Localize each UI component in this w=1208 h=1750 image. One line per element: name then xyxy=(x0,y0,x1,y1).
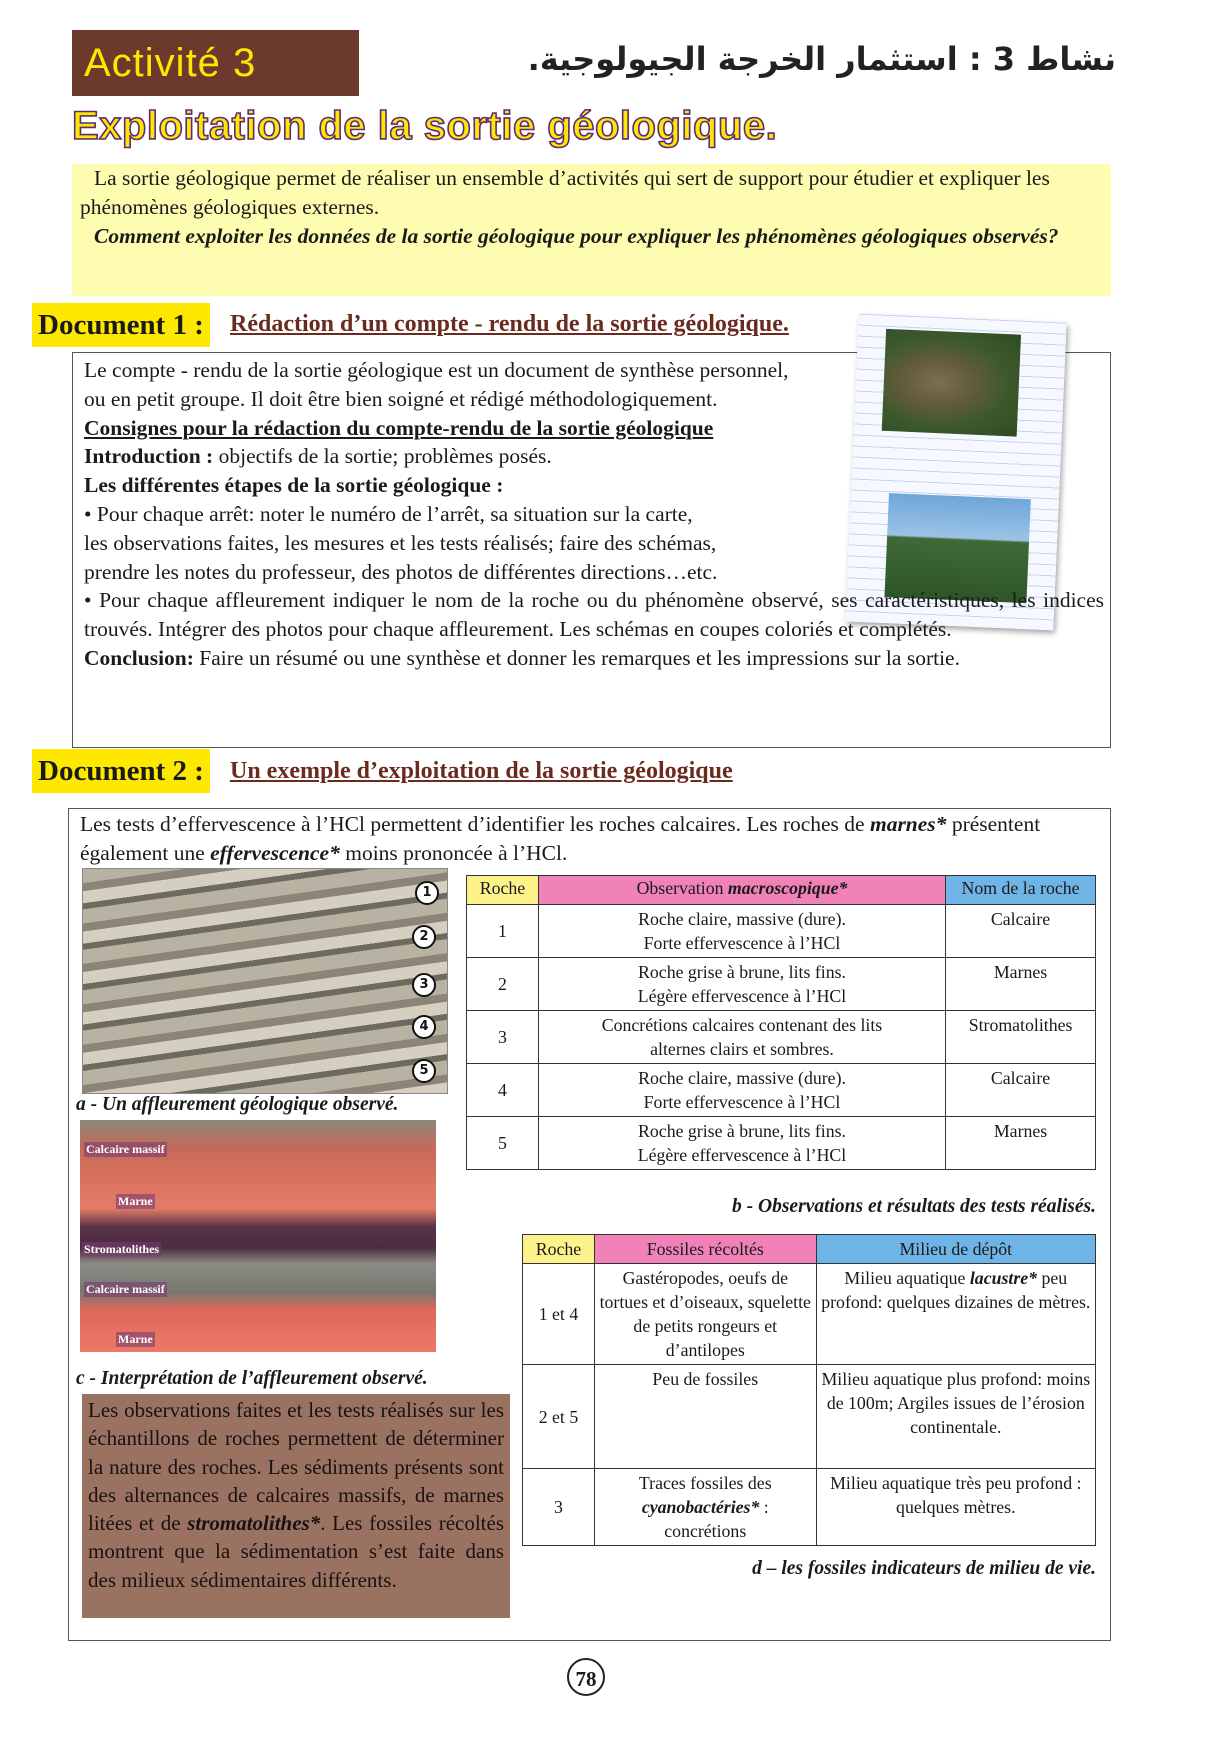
layer-label: Calcaire massif xyxy=(86,1282,165,1296)
layer-label: Marne xyxy=(118,1332,153,1346)
rock-marker-1: 1 xyxy=(415,881,439,905)
fossils-table xyxy=(522,1234,1096,1546)
activity-label: Activité 3 xyxy=(84,41,257,85)
table-row: 3 Traces fossiles des cyanobactéries* : concrétions Milieu aquatique très peu profond : quelques mètres. xyxy=(523,1469,1096,1546)
doc1-etapes: Les différentes étapes de la sortie géologique : xyxy=(84,473,504,498)
rock-marker-4: 4 xyxy=(412,1015,436,1039)
doc1-bullet1-line1: • Pour chaque arrêt: noter le numéro de l’arrêt, sa situation sur la carte, xyxy=(84,501,693,526)
col-header-observation: Observation macroscopique* xyxy=(538,876,945,905)
table-row: 5 Roche grise à brune, lits fins. Légère effervescence à l’HCl Marnes xyxy=(467,1117,1096,1170)
table-row: 3 Concrétions calcaires contenant des lits alternes clairs et sombres. Stromatolithes xyxy=(467,1011,1096,1064)
caption-b: b - Observations et résultats des tests réalisés. xyxy=(732,1196,1096,1217)
caption-d: d – les fossiles indicateurs de milieu de vie. xyxy=(752,1558,1096,1579)
rock-marker-3: 3 xyxy=(412,973,436,997)
rock-marker-5: 5 xyxy=(412,1059,436,1083)
page-title: Exploitation de la sortie géologique. xyxy=(72,104,778,148)
table-row: 4 Roche claire, massive (dure). Forte effervescence à l’HCl Calcaire xyxy=(467,1064,1096,1117)
doc2-intro: Les tests d’effervescence à l’HCl permettent d’identifier les roches calcaires. Les roches de marnes* présentent également une effervescence* moins prononcée à l’HCl. xyxy=(80,812,1041,865)
observations-table xyxy=(466,875,1096,1170)
table-row: 1 et 4 Gastéropodes, oeufs de tortues et d’oiseaux, squelette de petits rongeurs et d’antilopes Milieu aquatique lacustre* peu profond: quelques dizaines de mètres. xyxy=(523,1264,1096,1365)
col-header-roche: Roche xyxy=(467,876,539,905)
outcrop-photo-a xyxy=(82,868,448,1094)
doc2-title: Un exemple d’exploitation de la sortie géologique xyxy=(230,758,733,784)
table-row: 1 Roche claire, massive (dure). Forte effervescence à l’HCl Calcaire xyxy=(467,905,1096,958)
activity-badge xyxy=(72,30,359,96)
doc1-consignes: Consignes pour la rédaction du compte-rendu de la sortie géologique xyxy=(84,415,714,440)
doc1-bullet1-line2: les observations faites, les mesures et les tests réalisés; faire des schémas, xyxy=(84,530,717,555)
doc1-label: Document 1 : xyxy=(32,303,210,347)
intro-question: Comment exploiter les données de la sortie géologique pour expliquer les phénomènes géologiques observés? xyxy=(94,224,1059,248)
col-header-fossiles: Fossiles récoltés xyxy=(594,1235,816,1264)
table-row: 2 Roche grise à brune, lits fins. Légère effervescence à l’HCl Marnes xyxy=(467,958,1096,1011)
interpretation-photo-c xyxy=(80,1120,436,1352)
col-header-nom: Nom de la roche xyxy=(946,876,1096,905)
col-header-milieu: Milieu de dépôt xyxy=(816,1235,1095,1264)
conclusion-box: Les observations faites et les tests réalisés sur les échantillons de roches permettent de déterminer la nature des roches. Les sédiments présents sont des alternances de calcaires massifs, de marnes litées et de stromatolithes*. Les fossiles récoltés montrent que la sédimentation s’est faite dans des milieux sédimentaires différents. xyxy=(82,1394,510,1618)
caption-c: c - Interprétation de l’affleurement observé. xyxy=(76,1368,428,1389)
doc1-title: Rédaction d’un compte - rendu de la sortie géologique. xyxy=(230,311,789,337)
page-number: 78 xyxy=(567,1658,605,1696)
col-header-roche: Roche xyxy=(523,1235,595,1264)
arabic-title: نشاط 3 : استثمار الخرجة الجيولوجية. xyxy=(527,40,1116,78)
layer-label: Calcaire massif xyxy=(86,1142,165,1156)
intro-paragraph: La sortie géologique permet de réaliser un ensemble d’activités qui sert de support pour étudier et expliquer les phénomènes géologiques externes. xyxy=(80,166,1050,219)
doc1-paragraph: Le compte - rendu de la sortie géologique est un document de synthèse personnel, ou en petit groupe. Il doit être bien soigné et rédigé méthodologiquement. xyxy=(84,358,789,411)
doc1-bullet1-line3: prendre les notes du professeur, des photos de différentes directions…etc. xyxy=(84,559,718,584)
doc2-label: Document 2 : xyxy=(32,749,210,793)
layer-label: Stromatolithes xyxy=(84,1242,160,1256)
doc1-bullet2: • Pour chaque affleurement indiquer le nom de la roche ou du phénomène observé, ses caractéristiques, les indices trouvés. Intégrer des photos pour chaque affleurement. Les schémas en coupes coloriés et complétés. xyxy=(84,588,1104,642)
doc1-introduction: Introduction : objectifs de la sortie; problèmes posés. xyxy=(84,444,552,469)
caption-a: a - Un affleurement géologique observé. xyxy=(76,1094,399,1115)
doc1-text xyxy=(84,356,1104,673)
table-row: 2 et 5 Peu de fossiles Milieu aquatique plus profond: moins de 100m; Argiles issues de l’érosion continentale. xyxy=(523,1365,1096,1469)
rock-marker-2: 2 xyxy=(412,925,436,949)
layer-label: Marne xyxy=(118,1194,153,1208)
doc1-conclusion: Conclusion: Faire un résumé ou une synthèse et donner les remarques et les impressions sur la sortie. xyxy=(84,645,960,670)
intro-box xyxy=(72,164,1111,296)
